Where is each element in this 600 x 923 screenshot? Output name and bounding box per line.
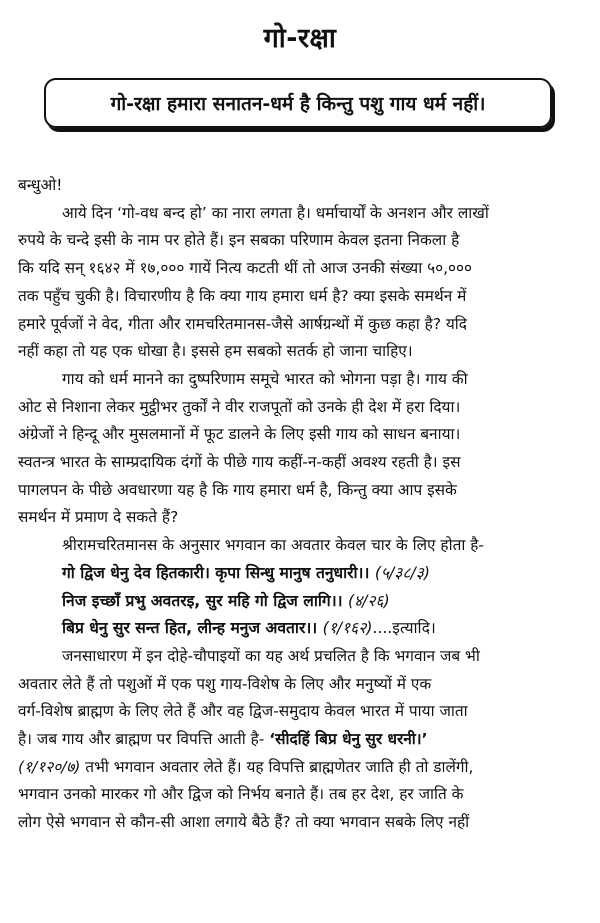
para4-line: भगवान उनको मारकर गो और द्विज को निर्भय बनाते हैं। तब हर देश, हर जाति के xyxy=(18,785,464,804)
para1-line: हमारे पूर्वजों ने वेद, गीता और रामचरितमानस-जैसे आर्षग्रन्थों में कुछ कहा है? यदि xyxy=(18,314,467,333)
thesis-text: गो-रक्षा हमारा सनातन-धर्म है किन्तु पशु गाय धर्म नहीं। xyxy=(110,93,486,115)
para4-line: लोग ऐसे भगवान से कौन-सी आशा लगाये बैठे हैं? तो क्या भगवान सबके लिए नहीं xyxy=(18,813,470,832)
verse-line xyxy=(18,615,594,643)
para2-line: ओट से निशाना लेकर मुट्ठीभर तुर्कों ने वीर राजपूतों को उनके ही देश में हरा दिया। xyxy=(18,397,461,416)
para4-ref-line xyxy=(18,754,594,782)
para1-line: नहीं कहा तो यह एक धोखा है। इससे हम सबको सतर्क हो जाना चाहिए। xyxy=(18,342,413,361)
para4-line: वर्ग-विशेष ब्राह्मण के लिए लेते हैं और वह द्विज-समुदाय केवल भारत में पाया जाता xyxy=(18,702,468,721)
para4-line: जनसाधारण में इन दोहे-चौपाइयों का यह अर्थ प्रचलित है कि भगवान जब भी xyxy=(62,646,480,665)
thesis-banner xyxy=(44,78,552,128)
verse-line xyxy=(18,560,594,588)
verse-text: निज इच्छाँ प्रभु अवतरइ, सुर महि गो द्विज लागि।। xyxy=(62,591,343,610)
para1-line: आये दिन ‘गो-वध बन्द हो’ का नारा लगता है। धर्माचार्यों के अनशन और लाखों xyxy=(62,203,489,222)
verse-reference: (५/३८/३) xyxy=(374,563,430,582)
para2-line: अंग्रेजों ने हिन्दू और मुसलमानों में फूट डालने के लिए इसी गाय को साधन बनाया। xyxy=(18,425,461,444)
chapter-title: गो-रक्षा xyxy=(263,23,337,54)
para4-quote-line xyxy=(18,726,594,754)
para4-after-ref: तभी भगवान अवतार लेते हैं। यह विपत्ति ब्राह्मणेतर जाति ही तो डालेंगी, xyxy=(80,757,474,776)
para2-line: समर्थन में प्रमाण दे सकते हैं? xyxy=(18,508,179,527)
verse-text: गो द्विज धेनु देव हितकारी। कृपा सिन्धु मानुष तनुधारी।। xyxy=(62,563,370,582)
para1-line: कि यदि सन् १६४२ में १७,००० गायें नित्य कटती थीं तो आज उनकी संख्या ५०,००० xyxy=(18,259,473,278)
scripture-quote: ‘सीदहिं बिप्र धेनु सुर धरनी।’ xyxy=(269,730,428,749)
para3-intro: श्रीरामचरितमानस के अनुसार भगवान का अवतार केवल चार के लिए होता है- xyxy=(62,536,484,555)
para4-quote-pre: है। जब गाय और ब्राह्मण पर विपत्ति आती है- xyxy=(18,730,270,749)
para2-line: गाय को धर्म मानने का दुष्परिणाम समूचे भारत को भोगना पड़ा है। गाय की xyxy=(62,369,468,388)
para2-line: स्वतन्त्र भारत के साम्प्रदायिक दंगों के पीछे गाय कहीं-न-कहीं अवश्य रहती है। इस xyxy=(18,453,461,472)
para4-line: अवतार लेते हैं तो पशुओं में एक पशु गाय-विशेष के लिए और मनुष्यों में एक xyxy=(18,674,432,693)
para1-line: रुपये के चन्दे इसी के नाम पर होते हैं। इन सबका परिणाम केवल इतना निकला है xyxy=(18,231,460,250)
verse-reference: (४/२६) xyxy=(347,591,390,610)
verse-line xyxy=(18,588,594,616)
verse-tail: ....इत्यादि। xyxy=(372,619,436,638)
greeting: बन्धुओ! xyxy=(18,176,63,194)
body-text xyxy=(18,172,594,837)
verse-text: बिप्र धेनु सुर सन्त हित, लीन्ह मनुज अवतार।। xyxy=(62,619,318,638)
para1-line: तक पहुँच चुकी है। विचारणीय है कि क्या गाय हमारा धर्म है? क्या इसके समर्थन में xyxy=(18,286,467,305)
para2-line: पागलपन के पीछे अवधारणा यह है कि गाय हमारा धर्म है, किन्तु क्या आप इसके xyxy=(18,480,457,499)
quote-reference: (१/१२०/७) xyxy=(18,757,81,776)
verse-reference: (१/१६२) xyxy=(322,619,373,638)
